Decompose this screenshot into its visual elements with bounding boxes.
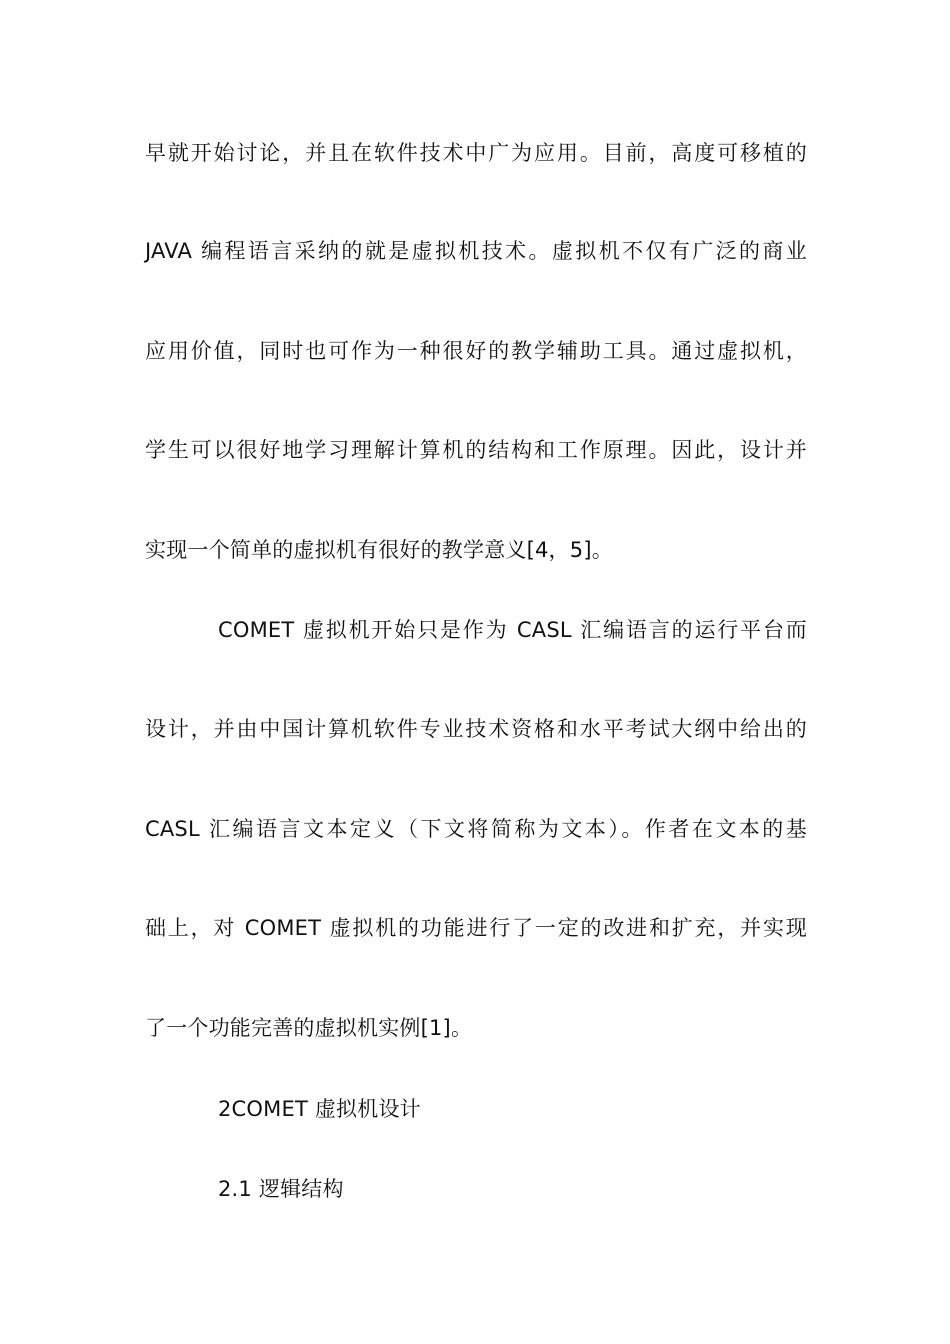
- paragraph-line: 应用价值，同时也可作为一种很好的教学辅助工具。通过虚拟机，: [145, 339, 807, 363]
- paragraph-line: 早就开始讨论，并且在软件技术中广为应用。目前，高度可移植的: [145, 141, 807, 165]
- paragraph-line: 础上，对 COMET 虚拟机的功能进行了一定的改进和扩充，并实现: [145, 916, 807, 940]
- paragraph-line: 实现一个简单的虚拟机有很好的教学意义[4，5]。: [145, 538, 613, 562]
- section-heading: 2COMET 虚拟机设计: [218, 1097, 421, 1121]
- paragraph-line: 学生可以很好地学习理解计算机的结构和工作原理。因此，设计并: [145, 438, 807, 462]
- subsection-heading: 2.1 逻辑结构: [218, 1177, 344, 1201]
- paragraph-line: 了一个功能完善的虚拟机实例[1]。: [145, 1016, 473, 1040]
- paragraph-line: JAVA 编程语言采纳的就是虚拟机技术。虚拟机不仅有广泛的商业: [145, 239, 807, 263]
- paragraph-line: COMET 虚拟机开始只是作为 CASL 汇编语言的运行平台而: [218, 618, 807, 642]
- paragraph-line: CASL 汇编语言文本定义（下文将简称为文本）。作者在文本的基: [145, 817, 807, 841]
- paragraph-line: 设计，并由中国计算机软件专业技术资格和水平考试大纲中给出的: [145, 717, 807, 741]
